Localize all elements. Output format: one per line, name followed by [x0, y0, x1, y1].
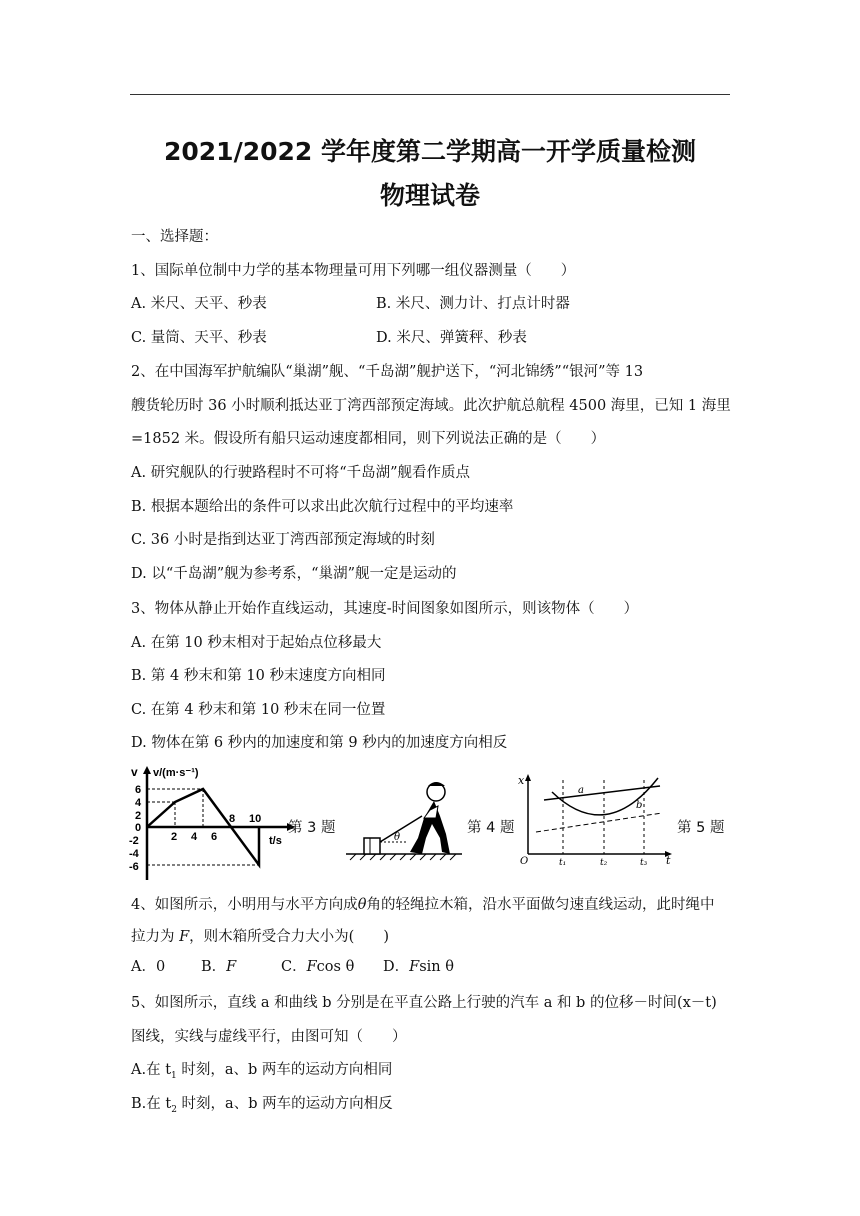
v-label: v [131, 765, 138, 779]
q1-option-a: A. 米尺、天平、秒表 [131, 296, 267, 312]
person-body [410, 801, 450, 854]
q4-option-b [201, 955, 281, 976]
y-axis-arrow [525, 774, 531, 781]
q4-option-d-label: D． [383, 959, 410, 975]
q4-option-b-label: B． [201, 959, 227, 975]
x-axis-label: t [666, 854, 671, 867]
q3-option-c: C. 在第 4 秒末和第 10 秒末在同一位置 [131, 702, 386, 718]
q5-option-b-sub: 2 [171, 1104, 177, 1115]
q3-option-d: D. 物体在第 6 秒内的加速度和第 9 秒内的加速度方向相反 [131, 735, 508, 751]
y-tick-neg2: -2 [129, 835, 139, 847]
figure-5-caption: 第 5 题 [677, 820, 725, 836]
y-axis-label: x [518, 774, 525, 787]
figure-4-caption: 第 4 题 [467, 820, 515, 836]
q4-theta: θ [357, 897, 367, 913]
q5-stem-line1: 5、如图所示，直线 a 和曲线 b 分别是在平直公路上行驶的汽车 a 和 b 的位移－时间(x－t) [131, 995, 717, 1011]
q5-option-b [131, 1092, 393, 1115]
q2-option-b: B. 根据本题给出的条件可以求出此次航行过程中的平均速率 [131, 499, 514, 515]
curve-b-label: b [636, 800, 643, 811]
q2-option-c: C. 36 小时是指到达亚丁湾西部预定海域的时刻 [131, 532, 435, 548]
y-tick-0: 0 [135, 822, 142, 834]
q4-option-c-fn: cos θ [316, 959, 355, 975]
q5-option-a-text: A.在 t [131, 1062, 172, 1078]
q5-option-a-sub: 1 [171, 1070, 177, 1081]
y-tick-neg6: -6 [129, 861, 139, 873]
q5-option-b-text: B.在 t [131, 1096, 172, 1112]
q4-option-d-f: F [409, 959, 420, 975]
t1-label: t₁ [559, 858, 567, 868]
q4-stem-text-d: ，则木箱所受合力大小为( ) [189, 929, 389, 945]
q1-stem: 1、国际单位制中力学的基本物理量可用下列哪一组仪器测量（ ） [131, 263, 576, 279]
q2-option-a: A. 研究舰队的行驶路程时不可将“千岛湖”舰看作质点 [131, 465, 471, 481]
q4-stem-text-a: 4、如图所示，小明用与水平方向成 [131, 897, 358, 913]
x-tick-8: 8 [229, 813, 236, 825]
figure-5-xt-graph [516, 772, 676, 872]
y-tick-neg4: -4 [129, 848, 139, 860]
q4-options [131, 955, 454, 976]
q4-option-a: A．0 [131, 959, 166, 975]
q1-option-b: B. 米尺、测力计、打点计时器 [376, 296, 570, 312]
curve-a-label: a [578, 785, 584, 796]
q4-stem-line1 [131, 893, 714, 914]
dashed-tangent [536, 813, 662, 832]
q4-stem-text-c: 拉力为 [131, 929, 180, 945]
line-a [544, 786, 660, 800]
q4-option-b-f: F [226, 959, 237, 975]
q2-option-d: D. 以“千岛湖”舰为参考系，“巢湖”舰一定是运动的 [131, 566, 457, 582]
y-tick-2: 2 [135, 810, 142, 822]
y-tick-4: 4 [135, 797, 142, 809]
q4-force-symbol: F [179, 929, 190, 945]
y-tick-6: 6 [135, 784, 142, 796]
x-tick-2: 2 [171, 831, 178, 843]
figure-3-caption: 第 3 题 [288, 820, 336, 836]
q2-stem-line1: 2、在中国海军护航编队“巢湖”舰、“千岛湖”舰护送下，“河北锦绣”“银河”等 13 [131, 364, 644, 380]
origin-label: O [520, 856, 529, 867]
q1-option-c: C. 量筒、天平、秒表 [131, 330, 267, 346]
figure-4-pulling-box [346, 776, 464, 862]
q3-option-a: A. 在第 10 秒末相对于起始点位移最大 [131, 635, 382, 651]
q5-option-b-rest: 时刻，a、b 两车的运动方向相反 [176, 1096, 393, 1112]
y-axis-label: v/(m·s⁻¹) [153, 767, 199, 779]
q4-option-c [281, 955, 383, 976]
q3-option-b: B. 第 4 秒末和第 10 秒末速度方向相同 [131, 668, 386, 684]
t2-label: t₂ [600, 858, 608, 868]
q2-stem-line2: 艘货轮历时 36 小时顺利抵达亚丁湾西部预定海域。此次护航总航程 4500 海里，已知 1 海里 [131, 398, 731, 414]
q4-option-c-label: C． [281, 959, 307, 975]
x-tick-4: 4 [191, 831, 198, 843]
ground-hatch [350, 854, 456, 860]
t3-label: t₃ [640, 858, 648, 868]
header-rule [130, 94, 730, 95]
q4-option-c-f: F [306, 959, 317, 975]
q4-option-d-fn: sin θ [419, 959, 454, 975]
q2-stem-line3: =1852 米。假设所有船只运动速度都相同，则下列说法正确的是（ ） [131, 431, 606, 447]
y-axis-arrow [143, 766, 151, 774]
page-subtitle: 物理试卷 [379, 181, 480, 210]
q4-option-d [383, 955, 454, 976]
figure-3-vt-graph [129, 764, 304, 884]
x-tick-10: 10 [249, 813, 262, 825]
x-tick-6: 6 [211, 831, 218, 843]
angle-label: θ [394, 832, 401, 843]
q5-option-a-rest: 时刻，a、b 两车的运动方向相同 [176, 1062, 393, 1078]
q4-stem-line2 [131, 925, 389, 946]
person-hair [428, 782, 445, 786]
q4-stem-text-b: 角的轻绳拉木箱，沿水平面做匀速直线运动，此时绳中 [366, 897, 715, 913]
q5-option-a [131, 1058, 392, 1081]
x-axis-label: t/s [269, 835, 282, 847]
page-title: 2021/2022 学年度第二学期高一开学质量检测 [164, 137, 696, 166]
q5-stem-line2: 图线，实线与虚线平行，由图可知（ ） [131, 1029, 407, 1045]
section-heading: 一、选择题： [131, 229, 218, 245]
rope [380, 816, 422, 842]
q3-stem: 3、物体从静止开始作直线运动，其速度-时间图象如图所示，则该物体（ ） [131, 601, 639, 617]
q1-option-d: D. 米尺、弹簧秤、秒表 [376, 330, 527, 346]
wooden-box [364, 838, 380, 854]
